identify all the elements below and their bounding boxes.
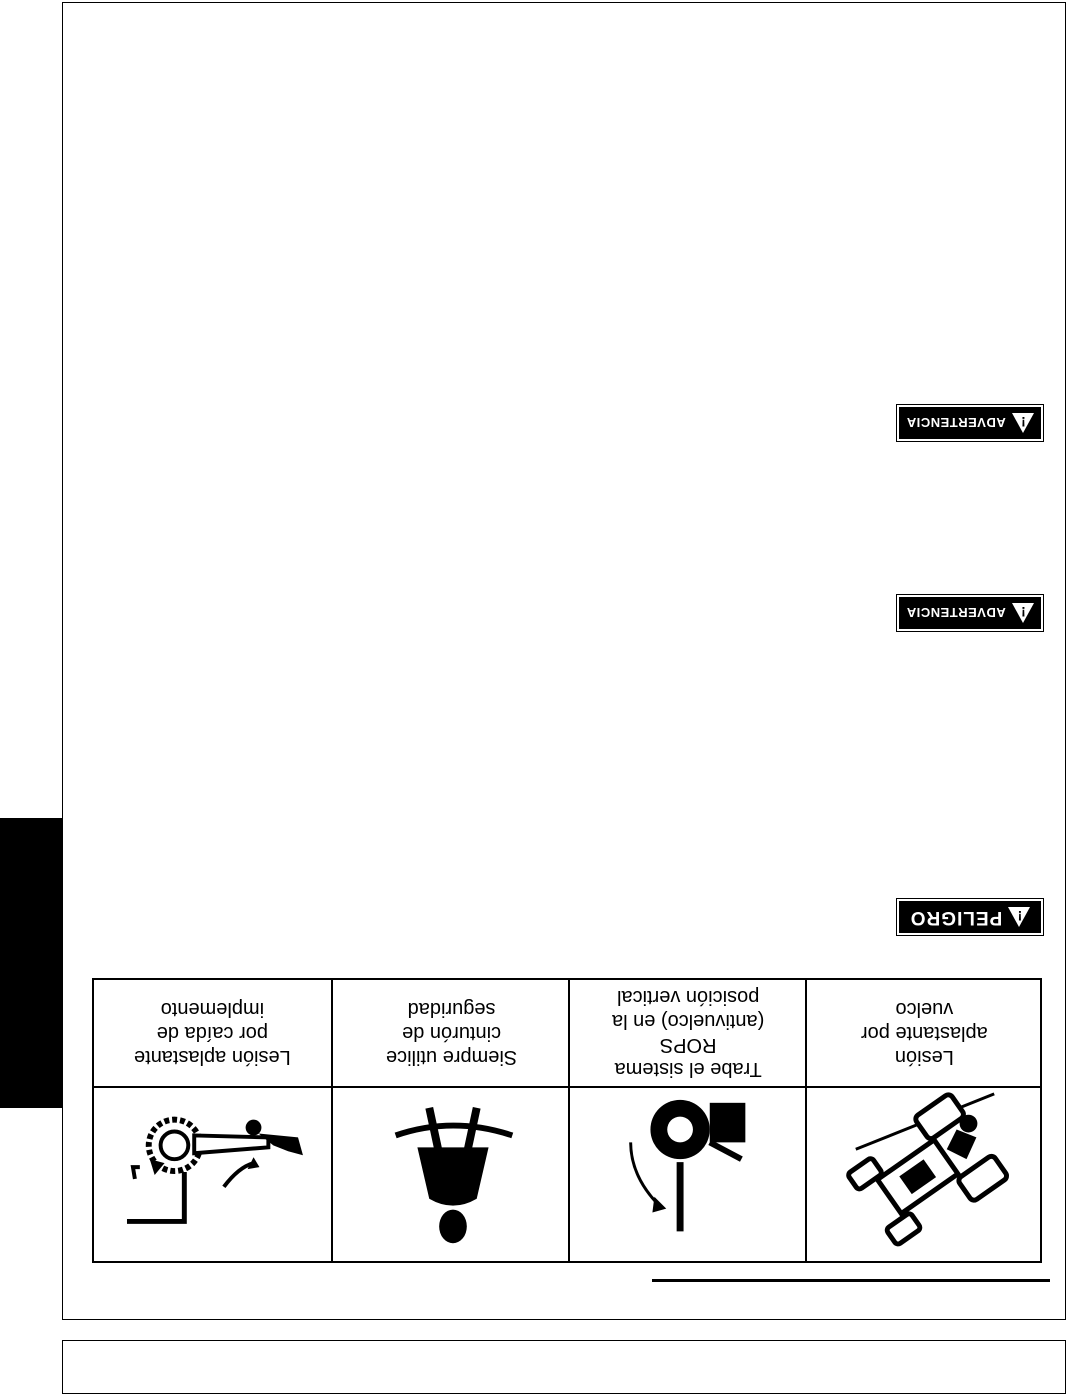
falling-implement-crush-icon — [94, 1088, 331, 1261]
hazard-text-line: por caída de — [156, 1022, 269, 1044]
hazard-text-line: implemento — [160, 998, 265, 1020]
tractor-rollover-icon — [807, 1088, 1042, 1261]
signal-word: PELIGRO — [909, 907, 1003, 928]
danger-badge — [896, 898, 1044, 936]
hazard-panel-rops — [568, 980, 807, 1261]
hazard-text-line: aplastante por — [861, 1022, 988, 1044]
section-side-tab — [0, 818, 62, 1108]
hazard-text-line: Lesión aplastante — [134, 1046, 291, 1068]
hazard-panel-text — [570, 980, 807, 1088]
hazard-table — [92, 978, 1042, 1263]
footer-frame — [62, 1340, 1066, 1394]
seat-belt-icon — [333, 1088, 570, 1261]
alert-triangle-icon — [1012, 603, 1034, 623]
hazard-text-line: cinturón de — [402, 1022, 501, 1044]
hazard-panel-text — [333, 980, 570, 1088]
hazard-panel-seat-belt — [331, 980, 570, 1261]
hazard-text-line: (antivuelco) en la — [612, 1010, 765, 1032]
hazard-panel-text — [807, 980, 1042, 1088]
hazard-text-line: ROPS — [660, 1034, 717, 1056]
hazard-panel-text — [94, 980, 331, 1088]
warning-badge-1 — [896, 404, 1044, 442]
hazard-text-line: seguridad — [407, 998, 496, 1020]
divider-rule — [652, 1279, 1050, 1282]
hazard-panel-falling-implement — [94, 980, 331, 1261]
hazard-text-line: posición vertical — [617, 986, 760, 1008]
alert-triangle-icon — [1008, 907, 1030, 927]
hazard-text-line: Lesión — [895, 1046, 954, 1068]
rops-lock-icon — [570, 1088, 807, 1261]
hazard-text-line: vuelco — [895, 998, 954, 1020]
warning-badge-2 — [896, 594, 1044, 632]
hazard-panel-rollover — [805, 980, 1042, 1261]
hazard-text-line: Trabe el sistema — [614, 1058, 763, 1080]
alert-triangle-icon — [1012, 413, 1034, 433]
hazard-text-line: Siempre utilice — [385, 1046, 518, 1068]
signal-word: ADVERTENCIA — [906, 415, 1006, 431]
signal-word: ADVERTENCIA — [906, 605, 1006, 621]
